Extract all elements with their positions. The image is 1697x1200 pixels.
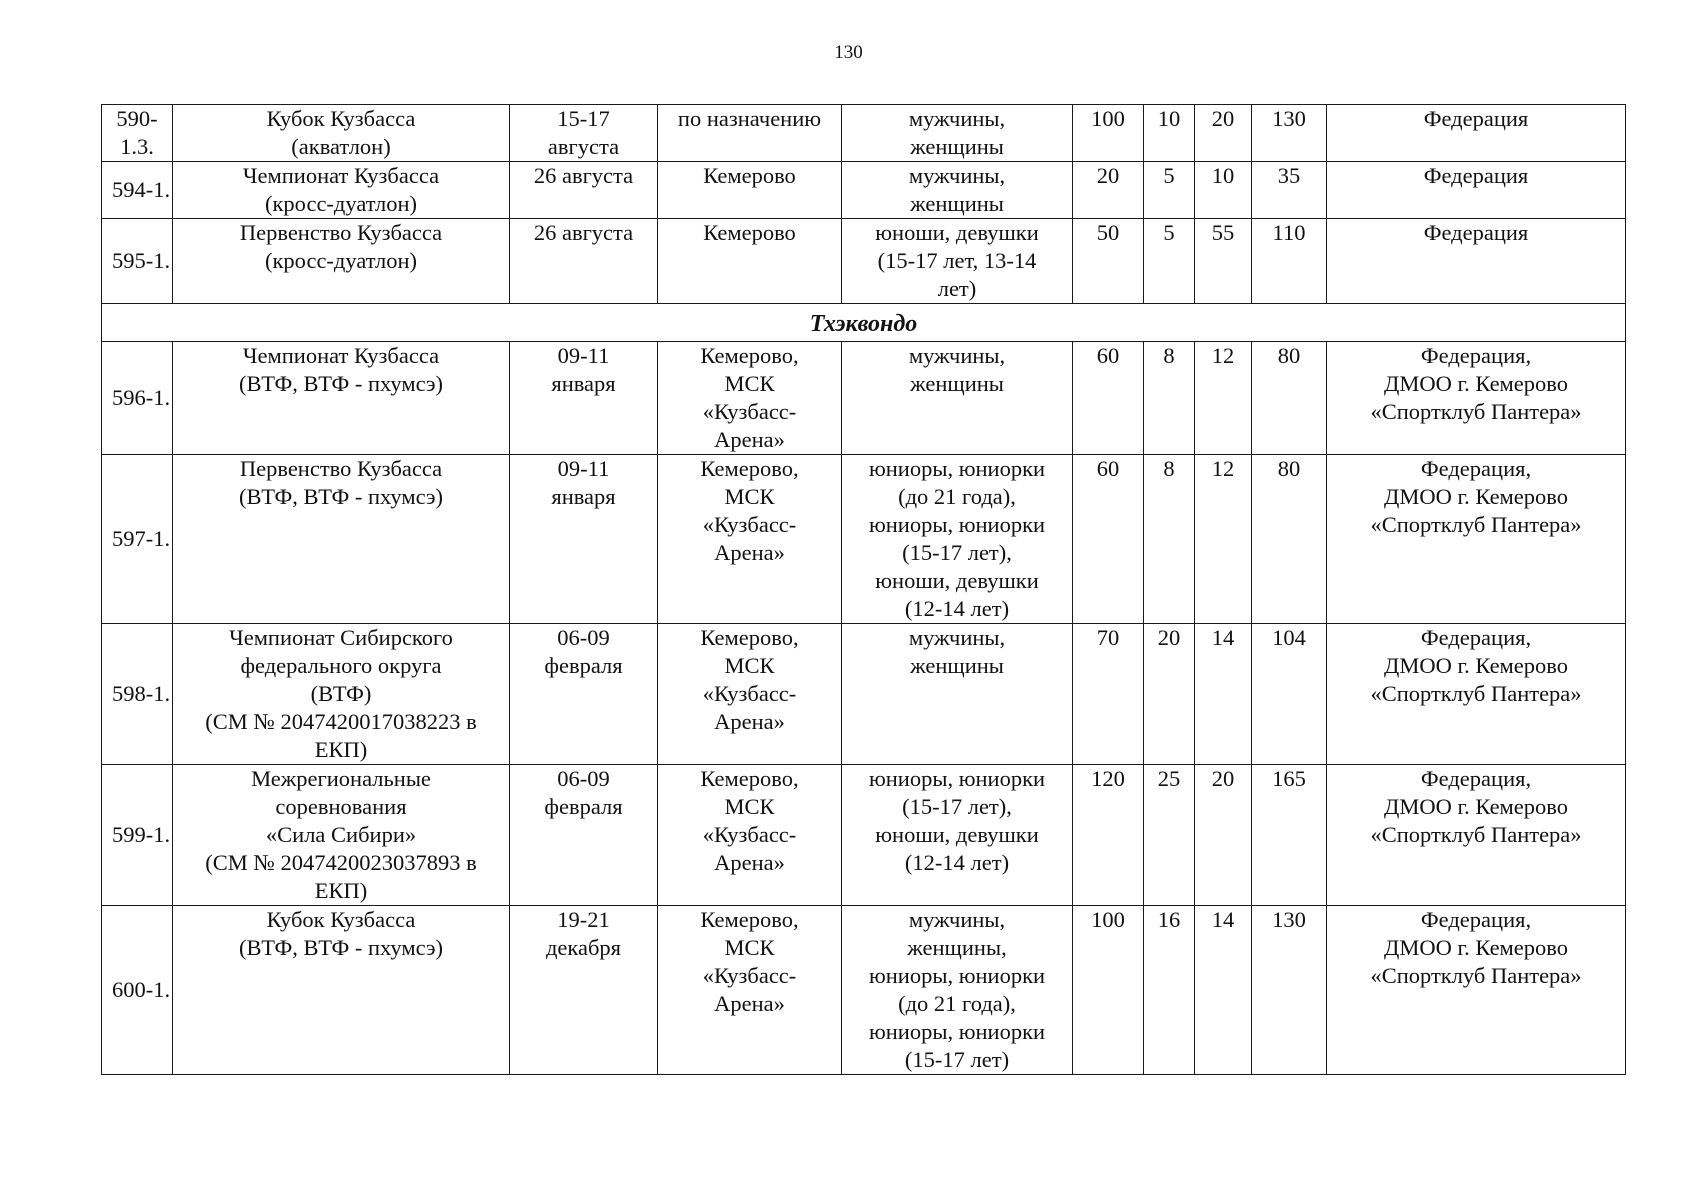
count-total: 130 (1252, 906, 1327, 1075)
count-2: 8 (1144, 455, 1195, 624)
row-number: 597-1. (102, 455, 173, 624)
section-row (102, 304, 1626, 342)
count-1: 50 (1073, 219, 1144, 304)
row-number: 595-1. (102, 219, 173, 304)
count-total: 130 (1252, 105, 1327, 162)
count-2: 5 (1144, 162, 1195, 219)
event-organizer: Федерация, ДМОО г. Кемерово «Спортклуб Пантера» (1327, 765, 1626, 906)
count-total: 80 (1252, 342, 1327, 455)
event-organizer: Федерация, ДМОО г. Кемерово «Спортклуб Пантера» (1327, 906, 1626, 1075)
count-3: 10 (1195, 162, 1252, 219)
row-number: 600-1. (102, 906, 173, 1075)
event-name: Межрегиональные соревнования «Сила Сибири» (СМ № 2047420023037893 в ЕКП) (173, 765, 510, 906)
count-total: 35 (1252, 162, 1327, 219)
event-place: Кемерово, МСК «Кузбасс- Арена» (658, 455, 842, 624)
count-1: 120 (1073, 765, 1144, 906)
event-name: Первенство Кузбасса (кросс-дуатлон) (173, 219, 510, 304)
count-1: 100 (1073, 105, 1144, 162)
event-organizer: Федерация, ДМОО г. Кемерово «Спортклуб Пантера» (1327, 624, 1626, 765)
count-3: 12 (1195, 342, 1252, 455)
event-date: 26 августа (510, 162, 658, 219)
event-place: Кемерово, МСК «Кузбасс- Арена» (658, 624, 842, 765)
event-place: Кемерово (658, 162, 842, 219)
table-row (102, 342, 1626, 455)
row-number: 599-1. (102, 765, 173, 906)
event-participants: юниоры, юниорки (до 21 года), юниоры, юниорки (15-17 лет), юноши, девушки (12-14 лет) (842, 455, 1073, 624)
event-date: 19-21 декабря (510, 906, 658, 1075)
table-row (102, 162, 1626, 219)
table-row (102, 455, 1626, 624)
row-number: 598-1. (102, 624, 173, 765)
count-1: 60 (1073, 455, 1144, 624)
event-date: 06-09 февраля (510, 765, 658, 906)
event-participants: юниоры, юниорки (15-17 лет), юноши, девушки (12-14 лет) (842, 765, 1073, 906)
event-participants: мужчины, женщины (842, 342, 1073, 455)
count-total: 165 (1252, 765, 1327, 906)
count-2: 5 (1144, 219, 1195, 304)
table-row (102, 624, 1626, 765)
count-1: 60 (1073, 342, 1144, 455)
count-total: 110 (1252, 219, 1327, 304)
event-place: Кемерово, МСК «Кузбасс- Арена» (658, 906, 842, 1075)
event-participants: мужчины, женщины (842, 162, 1073, 219)
count-2: 20 (1144, 624, 1195, 765)
event-organizer: Федерация (1327, 105, 1626, 162)
table-row (102, 906, 1626, 1075)
event-name: Кубок Кузбасса (акватлон) (173, 105, 510, 162)
event-place: по назначению (658, 105, 842, 162)
event-date: 15-17 августа (510, 105, 658, 162)
count-2: 10 (1144, 105, 1195, 162)
event-date: 09-11 января (510, 455, 658, 624)
page-number: 130 (834, 42, 863, 63)
event-name: Кубок Кузбасса (ВТФ, ВТФ - пхумсэ) (173, 906, 510, 1075)
event-participants: мужчины, женщины (842, 624, 1073, 765)
event-organizer: Федерация, ДМОО г. Кемерово «Спортклуб Пантера» (1327, 455, 1626, 624)
event-organizer: Федерация (1327, 219, 1626, 304)
count-3: 20 (1195, 765, 1252, 906)
table-row (102, 105, 1626, 162)
event-name: Чемпионат Кузбасса (ВТФ, ВТФ - пхумсэ) (173, 342, 510, 455)
event-date: 06-09 февраля (510, 624, 658, 765)
event-participants: мужчины, женщины (842, 105, 1073, 162)
event-name: Первенство Кузбасса (ВТФ, ВТФ - пхумсэ) (173, 455, 510, 624)
row-number: 594-1. (102, 162, 173, 219)
count-3: 20 (1195, 105, 1252, 162)
table-row (102, 219, 1626, 304)
count-1: 70 (1073, 624, 1144, 765)
count-1: 20 (1073, 162, 1144, 219)
section-title: Тхэквондо (102, 304, 1626, 342)
event-date: 09-11 января (510, 342, 658, 455)
event-place: Кемерово, МСК «Кузбасс- Арена» (658, 765, 842, 906)
count-2: 8 (1144, 342, 1195, 455)
count-3: 14 (1195, 906, 1252, 1075)
count-total: 80 (1252, 455, 1327, 624)
event-name: Чемпионат Кузбасса (кросс-дуатлон) (173, 162, 510, 219)
row-number: 590- 1.3. (102, 105, 173, 162)
event-organizer: Федерация (1327, 162, 1626, 219)
count-3: 55 (1195, 219, 1252, 304)
event-name: Чемпионат Сибирского федерального округа (ВТФ) (СМ № 2047420017038223 в ЕКП) (173, 624, 510, 765)
count-2: 16 (1144, 906, 1195, 1075)
count-2: 25 (1144, 765, 1195, 906)
count-total: 104 (1252, 624, 1327, 765)
event-participants: юноши, девушки (15-17 лет, 13-14 лет) (842, 219, 1073, 304)
count-3: 14 (1195, 624, 1252, 765)
table-row (102, 765, 1626, 906)
event-place: Кемерово (658, 219, 842, 304)
event-participants: мужчины, женщины, юниоры, юниорки (до 21 года), юниоры, юниорки (15-17 лет) (842, 906, 1073, 1075)
event-organizer: Федерация, ДМОО г. Кемерово «Спортклуб Пантера» (1327, 342, 1626, 455)
events-table (101, 104, 1626, 1075)
event-date: 26 августа (510, 219, 658, 304)
count-3: 12 (1195, 455, 1252, 624)
count-1: 100 (1073, 906, 1144, 1075)
event-place: Кемерово, МСК «Кузбасс- Арена» (658, 342, 842, 455)
row-number: 596-1. (102, 342, 173, 455)
